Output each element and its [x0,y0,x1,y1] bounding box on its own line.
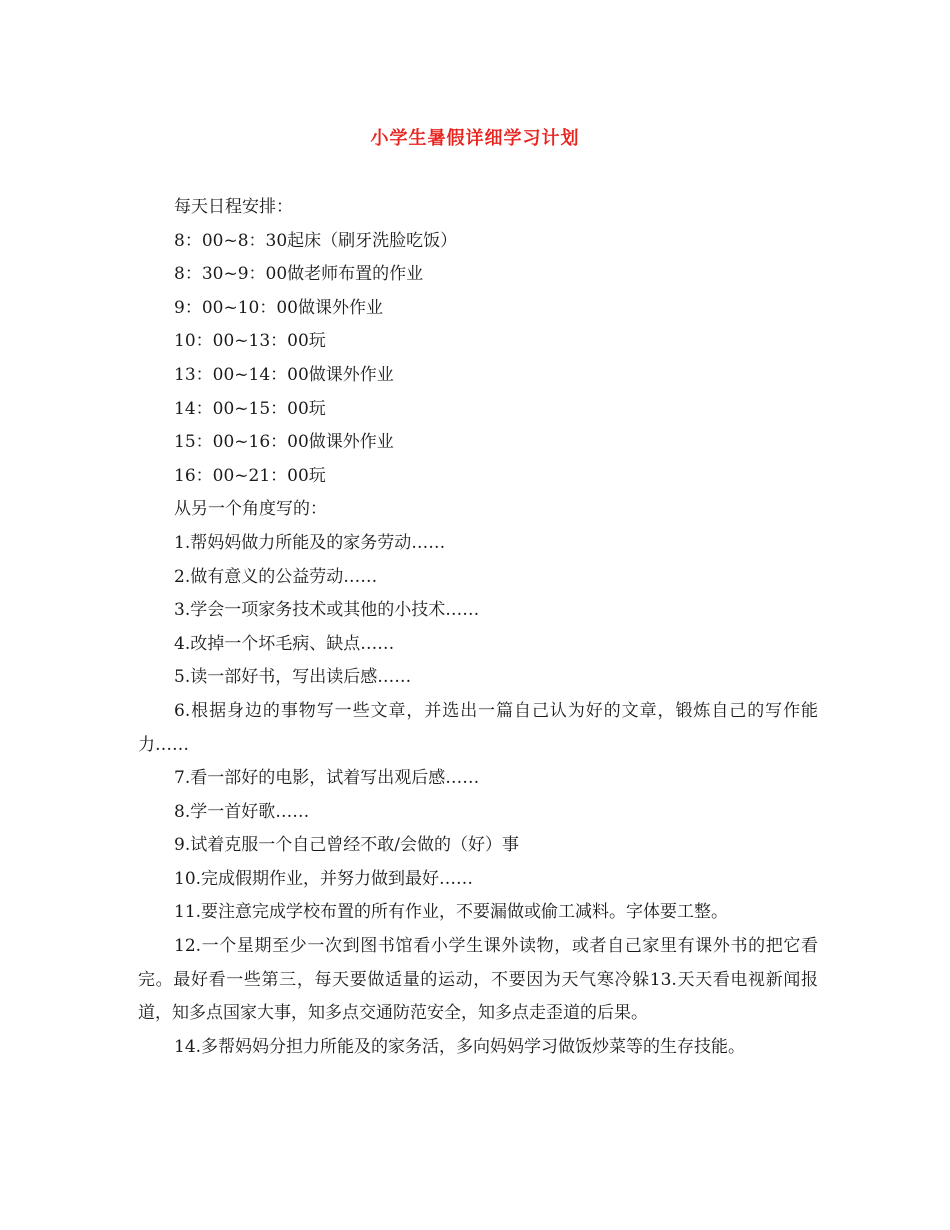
schedule-item: 14：00~15：00玩 [174,398,326,419]
list-item: 2.做有意义的公益劳动…… [174,566,378,587]
schedule-heading: 每天日程安排： [174,197,293,217]
document-body [138,191,818,1064]
schedule-item: 8：30~9：00做老师布置的作业 [174,264,424,285]
list-item: 6.根据身边的事物写一些文章，并选出一篇自己认为好的文章，锻炼自己的写作能力…… [138,700,818,755]
list-item: 12.一个星期至少一次到图书馆看小学生课外读物，或者自己家里有课外书的把它看完。最好看一些第三，每天要做适量的运动，不要因为天气寒冷躲13.天天看电视新闻报道，知多点国家大事，知多点交通防范安全，知多点走歪道的后果。 [138,936,818,1024]
schedule-item: 8：00~8：30起床（刷牙洗脸吃饭） [174,230,458,251]
list-item: 4.改掉一个坏毛病、缺点…… [174,633,395,654]
list-item: 7.看一部好的电影，试着写出观后感…… [174,768,480,789]
list-item: 8.学一首好歌…… [174,801,310,822]
list-item: 10.完成假期作业，并努力做到最好…… [174,868,474,889]
schedule-item: 10：00~13：00玩 [174,331,326,352]
schedule-item: 15：00~16：00做课外作业 [174,432,394,453]
schedule-item: 16：00~21：00玩 [174,465,326,486]
other-heading: 从另一个角度写的： [174,499,327,520]
schedule-item: 13：00~14：00做课外作业 [174,364,394,385]
list-item: 14.多帮妈妈分担力所能及的家务活，多向妈妈学习做饭炒菜等的生存技能。 [174,1036,746,1057]
list-item: 9.试着克服一个自己曾经不敢/会做的（好）事 [174,835,519,856]
list-item: 1.帮妈妈做力所能及的家务劳动…… [174,532,446,553]
list-item: 5.读一部好书，写出读后感…… [174,667,412,688]
list-item: 11.要注意完成学校布置的所有作业，不要漏做或偷工减料。字体要工整。 [174,902,729,923]
list-item: 3.学会一项家务技术或其他的小技术…… [174,600,480,621]
document-title: 小学生暑假详细学习计划 [370,128,580,149]
schedule-item: 9：00~10：00做课外作业 [174,297,383,318]
